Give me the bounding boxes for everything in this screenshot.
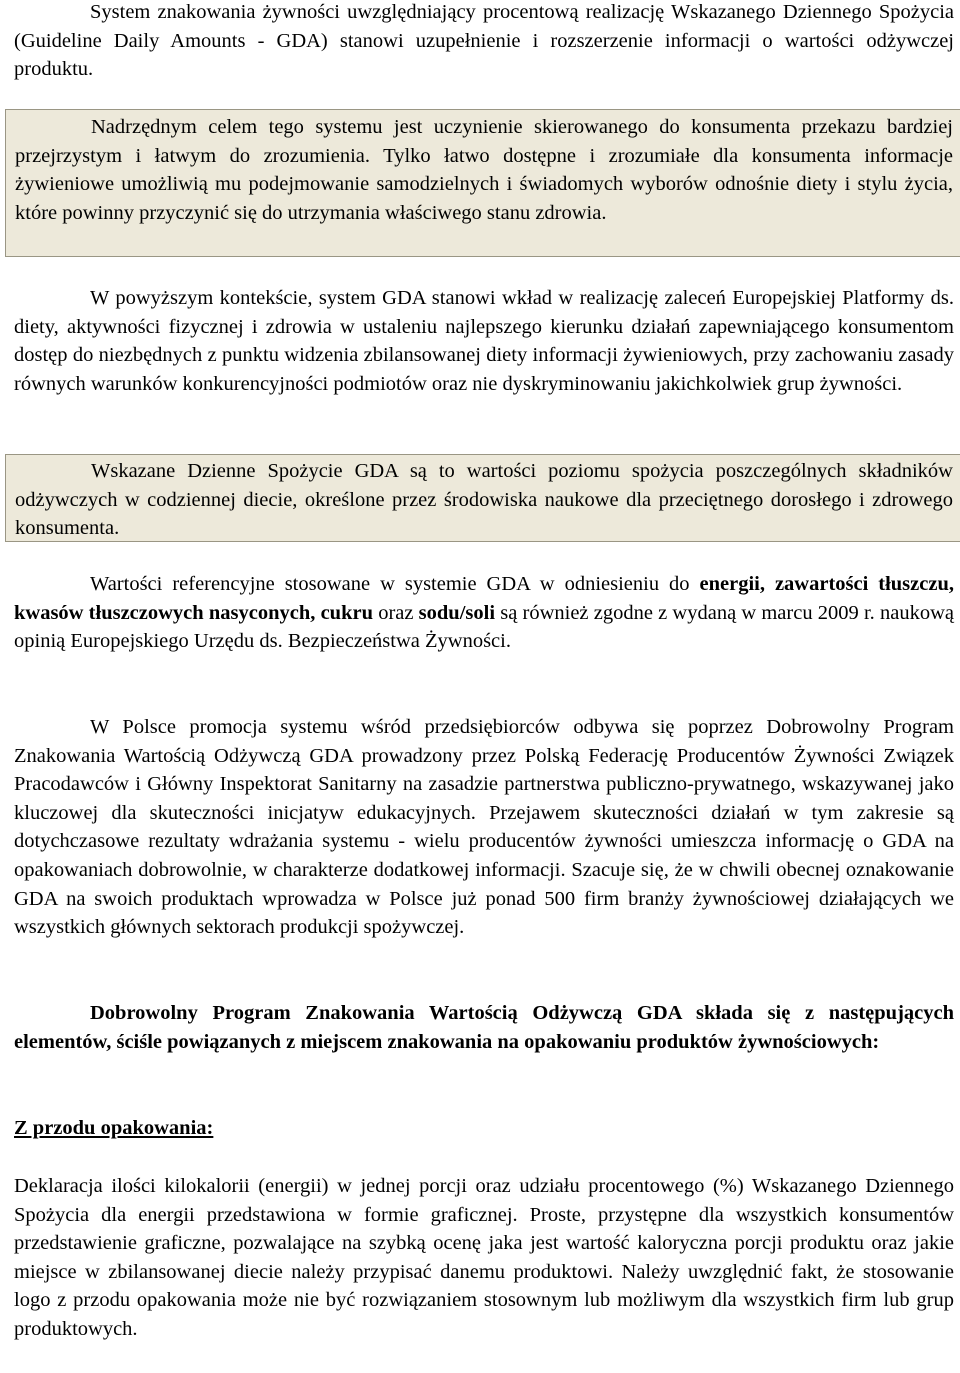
paragraph-front-of-pack-declaration: Deklaracja ilości kilokalorii (energii) w jednej porcji oraz udziału procentowego (%) Wskazanego Dziennego Spożycia dla energii przedstawiona w formie graficznej. Proste, przystępne dla wszystkich konsumentów przedstawienie graficzne, pozwalające na szybką ocenę jaka jest wartość kaloryczna porcji produktu oraz jakie miejsce w zbilansowanej diecie należy przypisać danemu produktowi. Należy uwzględnić fakt, że stosowanie logo z przodu opakowania może nie być rozwiązaniem stosownym lub możliwym dla wszystkich firm lub grup produktowych.: [14, 1175, 954, 1340]
highlighted-block-goal: [5, 109, 960, 257]
paragraph-program-elements: Dobrowolny Program Znakowania Wartością Odżywczą GDA składa się z następujących elementów, ściśle powiązanych z miejscem znakowania na opakowaniu produktów żywnościowych:: [14, 1002, 954, 1053]
paragraph-reference-values: [14, 570, 954, 656]
reference-values-text-c: oraz: [373, 601, 419, 624]
highlighted-block-definition: [5, 454, 960, 542]
reference-values-text-a: Wartości referencyjne stosowane w systemie GDA w odniesieniu do: [90, 573, 700, 595]
paragraph-gda-intro: System znakowania żywności uwzględniający procentową realizację Wskazanego Dziennego Spożycia (Guideline Daily Amounts - GDA) stanowi uzupełnienie i rozszerzenie informacji o wartości odżywczej produktu.: [14, 1, 954, 81]
paragraph-context: W powyższym kontekście, system GDA stanowi wkład w realizację zaleceń Europejskiej Platformy ds. diety, aktywności fizycznej i zdrowia w ustaleniu najlepszego kierunku działań zapewniającego konsumentom dostęp do niezbędnych z punktu widzenia zbilansowanej diety informacji żywieniowych, przy zachowaniu zasady równych warunków konkurencyjności podmiotów oraz nie dyskryminowaniu jakichkolwiek grup żywności.: [14, 287, 954, 395]
paragraph-poland-promotion: W Polsce promocja systemu wśród przedsiębiorców odbywa się poprzez Dobrowolny Program Znakowania Wartością Odżywczą GDA prowadzony przez Polską Federację Producentów Żywności Związek Pracodawców i Główny Inspektorat Sanitarny na zasadzie partnerstwa publiczno-prywatnego, wskazywanej jako kluczowej dla skuteczności inicjatyw edukacyjnych. Przejawem skuteczności działań w tym zakresie są dotychczasowe rezultaty wdrażania systemu - wielu producentów żywności umieszcza informację o GDA na opakowaniach dobrowolnie, w charakterze dodatkowej informacji. Szacuje się, że w chwili obecnej oznakowanie GDA na swoich produktach wprowadza w Polsce już ponad 500 firm branży żywnościowej działających we wszystkich głównych sektorach produkcji spożywczej.: [14, 716, 954, 939]
reference-values-text-e: są również zgodne z wydaną w marcu 2009 r. naukową opinią Europejskiego Urzędu ds. Bezpieczeństwa Żywności.: [14, 601, 954, 653]
reference-values-bold-nutrients: energii, zawartości tłuszczu, kwasów tłuszczowych nasyconych, cukru: [14, 573, 954, 624]
heading-front-of-pack: Z przodu opakowania:: [14, 1117, 214, 1139]
reference-values-bold-salt: sodu/soli: [418, 601, 496, 624]
paragraph-gda-definition: Wskazane Dzienne Spożycie GDA są to wartości poziomu spożycia poszczególnych składników odżywczych w codziennej diecie, określone przez środowiska naukowe dla przeciętnego dorosłego i zdrowego konsumenta.: [15, 460, 953, 540]
paragraph-system-goal: Nadrzędnym celem tego systemu jest uczynienie skierowanego do konsumenta przekazu bardziej przejrzystym i łatwym do zrozumienia. Tylko łatwo dostępne i zrozumiałe dla konsumenta informacje żywieniowe umożliwią mu podejmowanie samodzielnych i świadomych wyborów odnośnie diety i stylu życia, które powinny przyczynić się do utrzymania właściwego stanu zdrowia.: [15, 116, 953, 224]
